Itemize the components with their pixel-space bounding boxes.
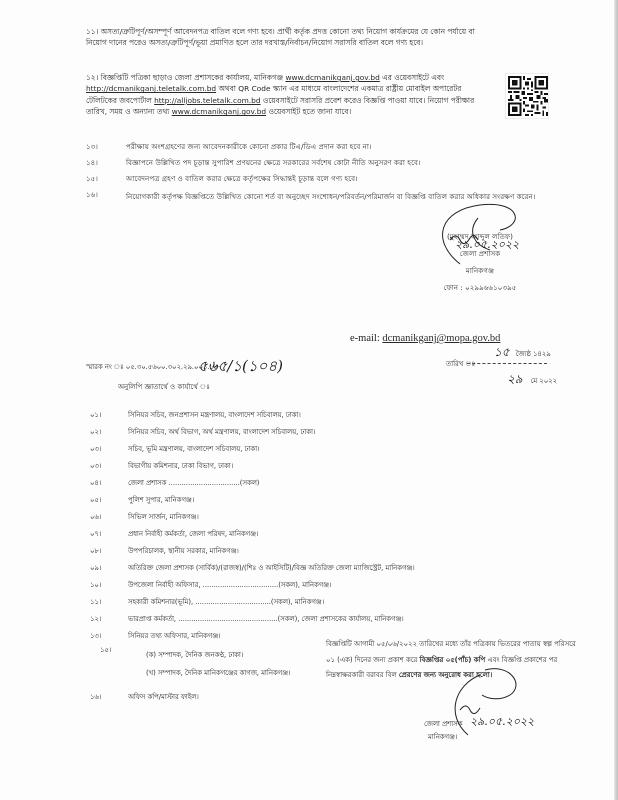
date-gregorian-day: ২৯ [507,372,523,386]
date-bangla [494,343,551,362]
copy-15-items [146,646,290,682]
newspaper-item: (ক) সম্পাদক, দৈনিক জনকণ্ঠ, ঢাকা। [146,651,244,659]
newspaper-item: (খ) সম্পাদক, দৈনিক মানিকগঞ্জের কাগজ, মানিকগঞ্জ। [146,669,291,677]
copy-item [90,614,610,625]
signature-2-date: ২৯.০৫.২০২২ [470,715,535,728]
copy-number: ০৬। [90,513,102,521]
teletalk-dc-link[interactable]: http://dcmanikganj.teletalk.com.bd [86,84,217,94]
copy-text: সিনিয়র সচিব, অর্থ বিভাগ, অর্থ মন্ত্রণালয়, বাংলাদেশ সচিবালয়, ঢাকা। [128,428,316,436]
copy-number: ০৯। [90,564,102,572]
copy-item [90,461,610,472]
clause-text: ওয়েবসাইট হতে জানা যাবে। [266,107,352,117]
date-gregorian [507,370,557,389]
clause-15 [86,173,606,184]
publication-note [326,637,586,684]
signature-block-2 [424,718,462,744]
copy-15-number: ১৫। [100,646,112,654]
copy-text: সিনিয়র তথ্য অফিসার, মানিকগঞ্জ। [128,632,221,640]
copy-item [90,495,610,506]
note-text: এবং বিজ্ঞপ্তি প্রকাশের পর নিম্নস্বাক্ষরকারী বরাবর বিল [326,655,558,679]
date-bangla-month-year: জ্যৈষ্ঠ ১৪২৯ [515,350,551,358]
copy-text: সচিব, ভূমি মন্ত্রণালয়, বাংলাদেশ সচিবালয়, ঢাকা। [128,445,260,453]
qr-code-icon [508,76,548,116]
copy-item [90,512,610,523]
clause-text: পরীক্ষায় অংশগ্রহণের জন্য আবেদনকারীকে কোনো প্রকার টিএ/ডিএ প্রদান করা হবে না। [126,142,372,151]
alljobs-link[interactable]: http://alljobs.teletalk.com.bd [154,95,261,105]
memo-handwritten-number: ৫৬৫/১(১০৪) [198,357,283,375]
copy-number: ০৩। [90,462,102,470]
copy-text: অফিস কপি/মাস্টার ফাইল। [128,693,199,701]
clause-number: ১২। [86,73,99,82]
copy-text: অতিরিক্ত জেলা প্রশাসক (সার্বিক)/(রাজস্ব)/(শিঃ ও আইসিটি)/বিজ্ঞ অতিরিক্ত জেলা ম্যাজিস্ট্রেট, মানিকগঞ্জ। [128,564,415,572]
copy-number: ০৩। [90,445,102,453]
copy-number: ১৬। [90,693,102,701]
signatory-district: মানিকগঞ্জ। [428,733,458,741]
copy-number: ০৫। [90,496,102,504]
clause-text: ওয়েবসাইটে সরাসরি প্রবেশ করেও বিজ্ঞপ্তি পাওয়া যাবে। নিয়োগ পরীক্ষার তারিখ, সময় ও অন্যান্য তথ্য [86,95,475,117]
copy-number: ১২। [90,615,102,623]
signature-block-1 [390,228,570,296]
clause-number: ১৫। [86,174,98,183]
email-label: e-mail: [350,333,383,344]
copy-item [90,478,610,489]
copy-number: ০৪। [90,479,102,487]
copy-number: ০১। [90,411,102,419]
clause-number: ১৪। [86,158,98,167]
clause-number: ১৬। [86,190,98,199]
qr-code [505,73,549,119]
copy-item [90,563,610,574]
signatory-designation: জেলা প্রশাসক [424,720,463,728]
clause-13 [86,141,606,152]
dc-website-link[interactable]: www.dcmanikganj.gov.bd [285,73,380,82]
copy-text: সিভিল সার্জন, মানিকগঞ্জ। [128,513,199,521]
note-bold: প্রেরণের জন্য অনুরোধ করা হলো। [398,671,493,679]
date-label: তারিখ ঃ [446,360,476,368]
clause-number: ১১। [86,27,99,36]
clause-text: বিজ্ঞাপনে উল্লিখিত পদ চূড়ান্ত সুপারিশ প্রণয়নের ক্ষেত্রে সরকারের সর্বশেষ কোটা নীতি অনুসরণ করা হবে। [126,158,421,167]
signatory-name: (মুহাম্মদ আব্দুল লতিফ) [447,232,513,241]
dc-website-link-2[interactable]: www.dcmanikganj.gov.bd [171,107,267,117]
copy-item [90,444,610,455]
clause-11 [86,26,494,49]
date-divider [467,363,547,364]
copy-text: জেলা প্রশাসক .................................(সকল) [128,479,260,487]
signature-1-date: ২৯.০৫.২০২২ [455,238,520,251]
memo-number-label: স্মারক নং ঃ ০৫.৩০.৫৬০০.৩০২.২৯.০০১.১৮- [86,363,221,371]
copy-16 [90,692,199,703]
copy-text: পুলিশ সুপার, মানিকগঞ্জ। [128,496,195,504]
copy-text: সিনিয়র সচিব, জনপ্রশাসন মন্ত্রণালয়, বাংলাদেশ সচিবালয়, ঢাকা। [128,411,301,419]
clause-text: আবেদনপত্র গ্রহণ ও বাতিল করার ক্ষেত্রে কর্তৃপক্ষের সিদ্ধান্তই চূড়ান্ত বলে গণ্য হবে। [126,174,358,183]
copy-number: ১৩। [90,632,102,640]
copy-text: উপপরিচালক, স্থানীয় সরকার, মানিকগঞ্জ। [128,547,239,555]
copy-item [90,529,610,540]
clause-text: নিয়োগকারী কর্তৃপক্ষ বিজ্ঞপ্তিতে উল্লিখিত কোনো শর্ত বা অনুচ্ছেদ সংশোধন/পরিবর্তন/পরিমার্জন বা বিজ্ঞপ্তি বাতিল করার অধিকার সংরক্ষণ করেন। [126,192,536,201]
copy-number: ০৮। [90,547,102,555]
email-line [350,331,500,347]
copy-item [90,546,610,557]
signatory-phone: ফোন : ০২৯৯৬৬১০৩৯৫ [443,283,517,292]
copy-text: প্রধান নির্বাহী কর্মকর্তা, জেলা পরিষদ, মানিকগঞ্জ। [128,530,259,538]
signatory-designation: জেলা প্রশাসক [459,249,501,258]
copy-item [90,597,610,608]
copy-item [90,410,610,421]
clause-16 [86,189,606,204]
clause-14 [86,157,606,168]
copy-text: ভারপ্রাপ্ত কর্মকর্তা, ..............................................(সকল), জেলা প্রশাসকের কার্যালয়, মানিকগঞ্জ। [128,615,404,623]
date-gregorian-month-year: মে ২০২২ [530,377,557,385]
copy-number: ০৭। [90,530,102,538]
date-bangla-day: ১৫ [494,345,510,359]
email-link[interactable]: dcmanikganj@mopa.gov.bd [382,333,501,344]
copy-number: ১১। [90,598,102,606]
copy-item [90,580,610,591]
copy-number: ০২। [90,428,102,436]
clause-text: অসত্য/ত্রুটিপূর্ণ/অসম্পূর্ণ আবেদনপত্র বাতিল বলে গণ্য হবে। প্রার্থী কর্তৃক প্রদত্ত কোনো তথ্য নিয়োগ কার্যক্রমের যে কোন পর্যায়ে বা নিয়োগ দানের পরেও অসত্য/ত্রুটিপূর্ণ/ভূয়া প্রমাণিত হলে তার দরখাস্ত/নির্বাচন/নিয়োগ সরাসরি বাতিল বলে গণ্য হবে। [86,27,475,48]
copy-text: সহকারী কমিশনার(ভূমি), ...................................(সকল), মানিকগঞ্জ। [128,598,325,606]
note-text: বিজ্ঞপ্তিটি আগামী ০৫/০৬/২০২২ তারিখের মধ্যে তাঁর পত্রিকায় ভিতরের পাতায় স্বল্প পরিসরে ০১ (এক) দিনের জন্য প্রকাশ করে [326,640,576,664]
copy-number: ১০। [90,581,102,589]
clause-text: বিজ্ঞপ্তিটি পত্রিকা ছাড়াও জেলা প্রশাসকের কার্যালয়, মানিকগঞ্জ [100,73,286,82]
clause-12 [86,72,494,118]
copy-text: বিভাগীয় কমিশনার, ঢাকা বিভাগ, ঢাকা। [128,462,234,470]
copy-text: উপজেলা নির্বাহী অফিসার, ...................................(সকল), মানিকগঞ্জ। [128,581,332,589]
clause-number: ১৩। [86,142,98,151]
copy-item [90,427,610,438]
clause-text: এর ওয়েবসাইটে এবং [379,73,445,82]
scan-edge [614,0,618,800]
note-bold: বিজ্ঞপ্তির ০৫(পাঁচ) কপি [419,655,486,664]
clause-text: অথবা QR Code স্ক্যান এর মাধ্যমে বাংলাদেশের একমাত্র রাষ্ট্রীয় মোবাইল অপারেটর টেলিটকের জবপোর্টাল [86,84,462,105]
copy-heading: অনুলিপি জ্ঞাতার্থে ও কার্যার্থে ঃ [118,383,210,391]
signatory-district: মানিকগঞ্জ [465,266,495,275]
